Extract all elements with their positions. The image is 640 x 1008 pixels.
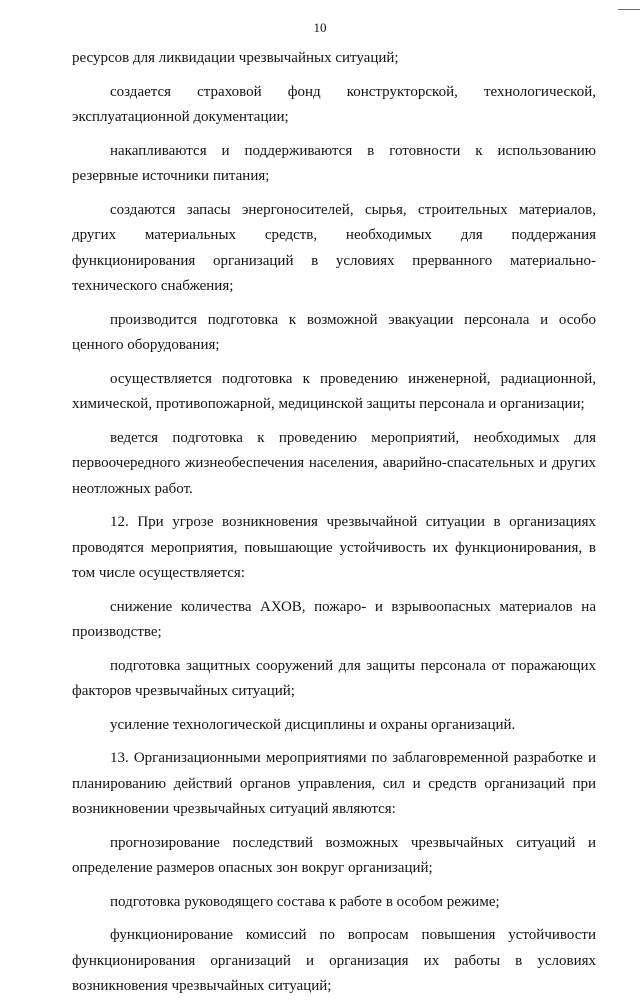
- paragraph: производится подготовка к возможной эвакуации персонала и особо ценного оборудования;: [72, 311, 596, 353]
- paragraph: снижение количества АХОВ, пожаро- и взрывоопасных материалов на производстве;: [72, 598, 596, 640]
- paragraph: усиление технологической дисциплины и охраны организаций.: [110, 716, 516, 733]
- page-number: 10: [313, 20, 327, 35]
- paragraph: прогнозирование последствий возможных чрезвычайных ситуаций и определение размеров опасных зон вокруг организаций;: [72, 834, 596, 876]
- paragraph: ведется подготовка к проведению мероприятий, необходимых для первоочередного жизнеобеспечения населения, аварийно-спасательных и других неотложных работ.: [72, 429, 596, 497]
- paragraph: накапливаются и поддерживаются в готовности к использованию резервные источники питания;: [72, 142, 596, 184]
- paragraph: осуществляется подготовка к проведению инженерной, радиационной, химической, противопожарной, медицинской защиты персонала и организации;: [72, 370, 596, 412]
- paragraph: создаются запасы энергоносителей, сырья, строительных материалов, других материальных средств, необходимых для поддержания функционирования организаций в условиях прерванного материально-технического снабжения;: [72, 201, 596, 294]
- paragraph-section-13: 13. Организационными мероприятиями по заблаговременной разработке и планированию действий органов управления, сил и средств организаций при возникновении чрезвычайных ситуаций являются:: [72, 750, 596, 817]
- paragraph: подготовка руководящего состава к работе в особом режиме;: [110, 893, 500, 910]
- page-edge-mark: [618, 9, 640, 10]
- paragraph: подготовка защитных сооружений для защиты персонала от поражающих факторов чрезвычайных ситуаций;: [72, 657, 596, 699]
- paragraph-section-12: 12. При угрозе возникновения чрезвычайной ситуации в организациях проводятся мероприятия, повышающие устойчивость их функционирования, в том числе осуществляется:: [72, 514, 596, 581]
- paragraph: функционирование комиссий по вопросам повышения устойчивости функционирования организаций и организация их работы в условиях возникновения чрезвычайных ситуаций;: [72, 927, 596, 994]
- paragraph: ресурсов для ликвидации чрезвычайных ситуаций;: [72, 50, 399, 66]
- paragraph: создается страховой фонд конструкторской, технологической, эксплуатационной документации;: [72, 83, 596, 125]
- document-body: [72, 46, 596, 1008]
